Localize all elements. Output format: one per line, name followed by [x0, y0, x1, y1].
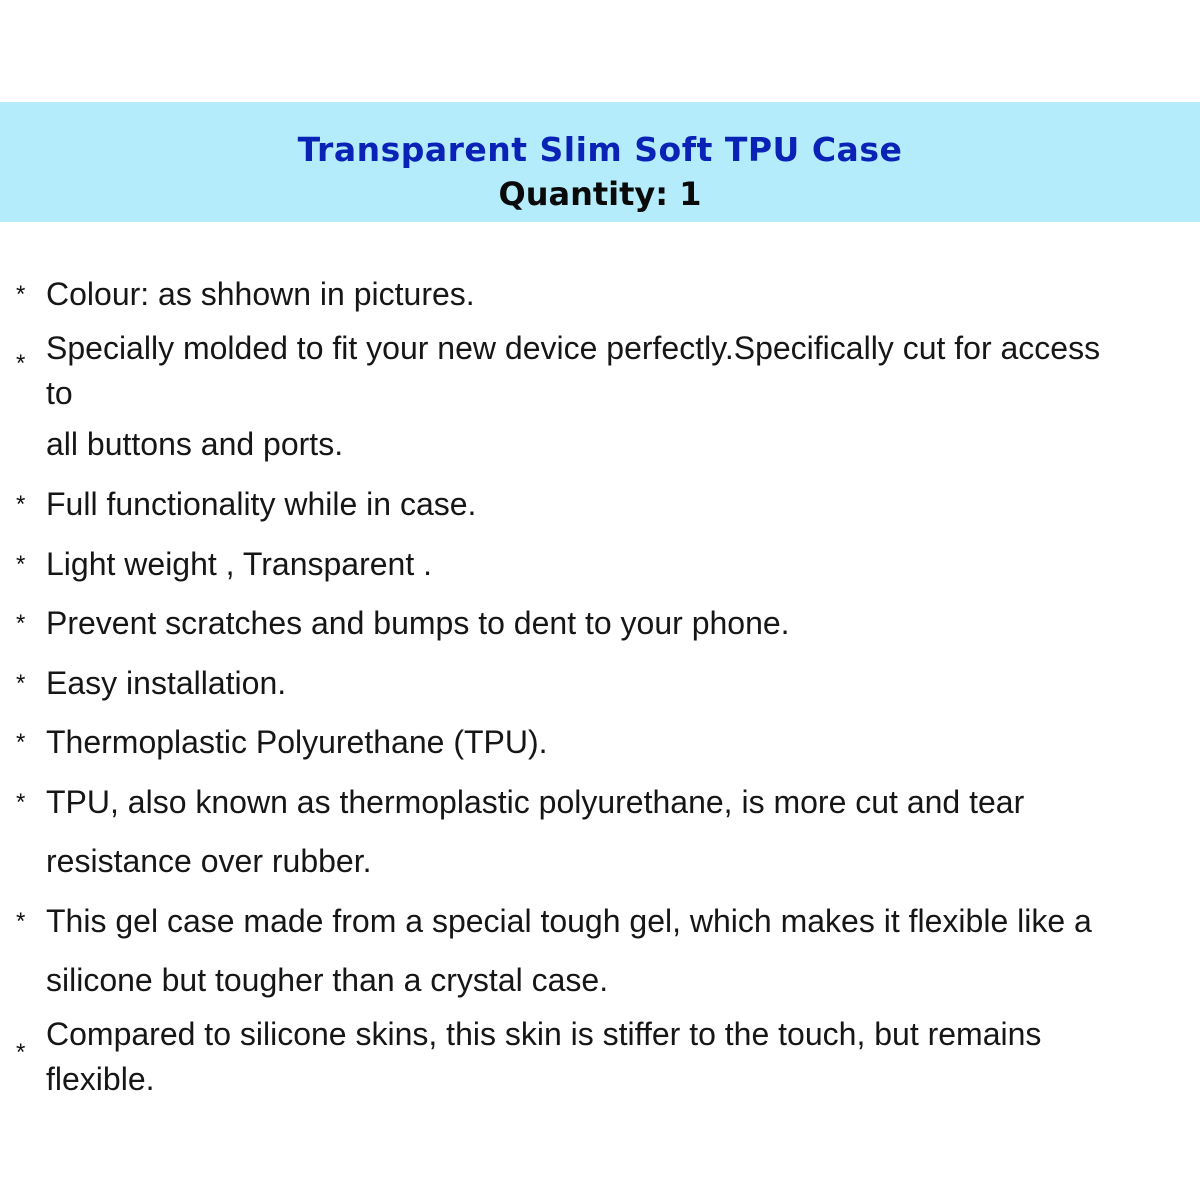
feature-line: resistance over rubber. — [46, 843, 372, 879]
quantity-label: Quantity: 1 — [498, 175, 702, 213]
bullet-marker: * — [16, 908, 26, 935]
bullet-marker: * — [16, 491, 26, 518]
bullet-marker: * — [16, 281, 26, 308]
feature-line: Compared to silicone skins, this skin is stiffer to the touch, but remains — [46, 1016, 1042, 1052]
bullet-marker: * — [16, 789, 26, 816]
feature-line: Prevent scratches and bumps to dent to your phone. — [46, 605, 790, 641]
bullet-marker: * — [16, 670, 26, 697]
bullet-marker: * — [16, 610, 26, 637]
feature-line: Light weight , Transparent . — [46, 546, 432, 582]
feature-line: to — [46, 375, 73, 411]
feature-line: Colour: as shhown in pictures. — [46, 276, 475, 312]
bullet-marker: * — [16, 551, 26, 578]
feature-line: Easy installation. — [46, 665, 287, 701]
bullet-marker: * — [16, 350, 26, 377]
feature-line: flexible. — [46, 1061, 155, 1097]
feature-line: Thermoplastic Polyurethane (TPU). — [46, 724, 548, 760]
feature-line: This gel case made from a special tough gel, which makes it flexible like a — [46, 903, 1092, 939]
feature-line: Specially molded to fit your new device perfectly.Specifically cut for access — [46, 330, 1101, 366]
feature-line: all buttons and ports. — [46, 426, 344, 462]
feature-line: TPU, also known as thermoplastic polyurethane, is more cut and tear — [46, 784, 1025, 820]
feature-line: silicone but tougher than a crystal case. — [46, 962, 609, 998]
bullet-marker: * — [16, 729, 26, 756]
product-title: Transparent Slim Soft TPU Case — [297, 130, 903, 169]
bullet-marker: * — [16, 1039, 26, 1066]
feature-line: Full functionality while in case. — [46, 486, 477, 522]
